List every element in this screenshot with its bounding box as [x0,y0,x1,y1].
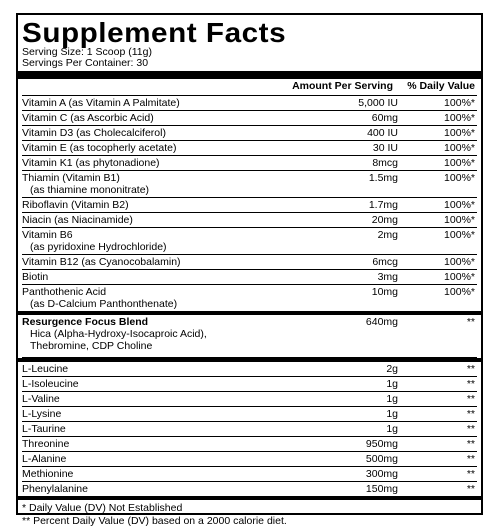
table-row [22,407,477,422]
nutrient-amount: 1.7mg [368,199,398,211]
nutrient-amount: 400 IU [367,127,398,139]
nutrient-dv: ** [466,483,475,495]
blend-dv: ** [466,316,475,328]
column-header-row [22,79,477,96]
nutrient-dv: ** [466,423,475,435]
table-row [22,156,477,171]
footnotes [22,500,477,528]
footnote-double-asterisk: ** Percent Daily Value (DV) based on a 2000 calorie diet. [22,515,287,527]
table-row [22,198,477,213]
nutrient-dv: ** [466,363,475,375]
nutrient-name: L-Alanine [22,453,67,465]
nutrient-dv: 100%* [444,229,475,241]
nutrient-amount: 3mg [377,271,398,283]
nutrient-name: Vitamin B12 (as Cyanocobalamin) [22,256,181,268]
dv-header: % Daily Value [407,80,475,92]
nutrient-name: L-Isoleucine [22,378,79,390]
nutrient-dv: ** [466,453,475,465]
blend-name: Resurgence Focus Blend [22,316,149,328]
table-row [22,377,477,392]
supplement-facts-panel [16,13,483,527]
nutrient-dv: 100%* [444,199,475,211]
table-row [22,437,477,452]
nutrient-amount: 1g [386,393,398,405]
nutrient-amount: 20mg [371,214,398,226]
nutrient-name: Vitamin B6 [22,229,73,241]
nutrient-dv: ** [466,408,475,420]
nutrient-dv: 100%* [444,286,475,298]
table-row [22,111,477,126]
nutrient-amount: 60mg [371,112,398,124]
nutrient-amount: 30 IU [372,142,398,154]
nutrient-name: L-Valine [22,393,60,405]
nutrient-name: Vitamin A (as Vitamin A Palmitate) [22,97,180,109]
blend-amount: 640mg [365,316,398,328]
nutrient-name: Riboflavin (Vitamin B2) [22,199,129,211]
nutrient-name: Phenylalanine [22,483,88,495]
nutrient-dv: 100%* [444,157,475,169]
table-row [22,213,477,228]
nutrient-name: L-Lysine [22,408,62,420]
nutrient-name: Niacin (as Niacinamide) [22,214,133,226]
amount-header: Amount Per Serving [292,80,393,92]
table-row [22,255,477,270]
nutrient-dv: 100%* [444,214,475,226]
blend-row [22,315,477,358]
table-row [22,467,477,482]
nutrient-amount: 2mg [377,229,398,241]
nutrient-dv: 100%* [444,112,475,124]
nutrient-dv: ** [466,468,475,480]
table-row [22,452,477,467]
nutrient-name: Threonine [22,438,70,450]
blend-desc-line2: Thebromine, CDP Choline [30,340,153,352]
nutrient-name: L-Leucine [22,363,69,375]
table-row [22,362,477,377]
nutrient-name: Vitamin D3 (as Cholecalciferol) [22,127,166,139]
nutrient-dv: 100%* [444,256,475,268]
nutrient-name: Vitamin K1 (as phytonadione) [22,157,160,169]
vitamins-list [22,96,477,311]
table-row [22,482,477,496]
nutrient-dv: 100%* [444,127,475,139]
nutrient-amount: 6mcg [372,256,398,268]
serving-size: Serving Size: 1 Scoop (11g) [22,46,152,58]
panel-title: Supplement Facts [22,17,287,48]
table-row [22,392,477,407]
nutrient-name: Panthothenic Acid [22,286,107,298]
footnote-single-asterisk: * Daily Value (DV) Not Established [22,502,183,514]
nutrient-dv: 100%* [444,142,475,154]
aminos-list [22,362,477,496]
nutrient-dv: ** [466,438,475,450]
nutrient-amount: 2g [386,363,398,375]
nutrient-dv: 100%* [444,97,475,109]
blend-desc-line1: Hica (Alpha-Hydroxy-Isocaproic Acid), [30,328,207,340]
table-row [22,228,477,255]
table-row [22,141,477,156]
nutrient-name: Vitamin E (as tocopherly acetate) [22,142,177,154]
nutrient-amount: 950mg [365,438,398,450]
nutrient-amount: 500mg [365,453,398,465]
nutrient-source: (as D-Calcium Panthonthenate) [30,298,178,310]
table-row [22,171,477,198]
nutrient-amount: 1g [386,378,398,390]
nutrient-name: Vitamin C (as Ascorbic Acid) [22,112,154,124]
nutrient-amount: 150mg [365,483,398,495]
table-row [22,270,477,285]
nutrient-dv: 100%* [444,271,475,283]
table-row [22,126,477,141]
nutrient-name: L-Taurine [22,423,66,435]
divider-thick [18,71,481,79]
nutrient-amount: 1g [386,408,398,420]
nutrient-name: Thiamin (Vitamin B1) [22,172,120,184]
nutrient-dv: 100%* [444,172,475,184]
nutrient-amount: 1.5mg [368,172,398,184]
nutrient-amount: 300mg [365,468,398,480]
nutrient-amount: 8mcg [372,157,398,169]
nutrient-amount: 10mg [371,286,398,298]
nutrient-source: (as thiamine mononitrate) [30,184,150,196]
nutrient-amount: 5,000 IU [358,97,398,109]
servings-per-container: Servings Per Container: 30 [22,57,149,69]
table-row [22,96,477,111]
nutrient-name: Biotin [22,271,49,283]
nutrient-name: Methionine [22,468,74,480]
nutrient-dv: ** [466,393,475,405]
nutrient-amount: 1g [386,423,398,435]
nutrient-source: (as pyridoxine Hydrochloride) [30,241,167,253]
table-row [22,285,477,311]
table-row [22,422,477,437]
nutrient-dv: ** [466,378,475,390]
